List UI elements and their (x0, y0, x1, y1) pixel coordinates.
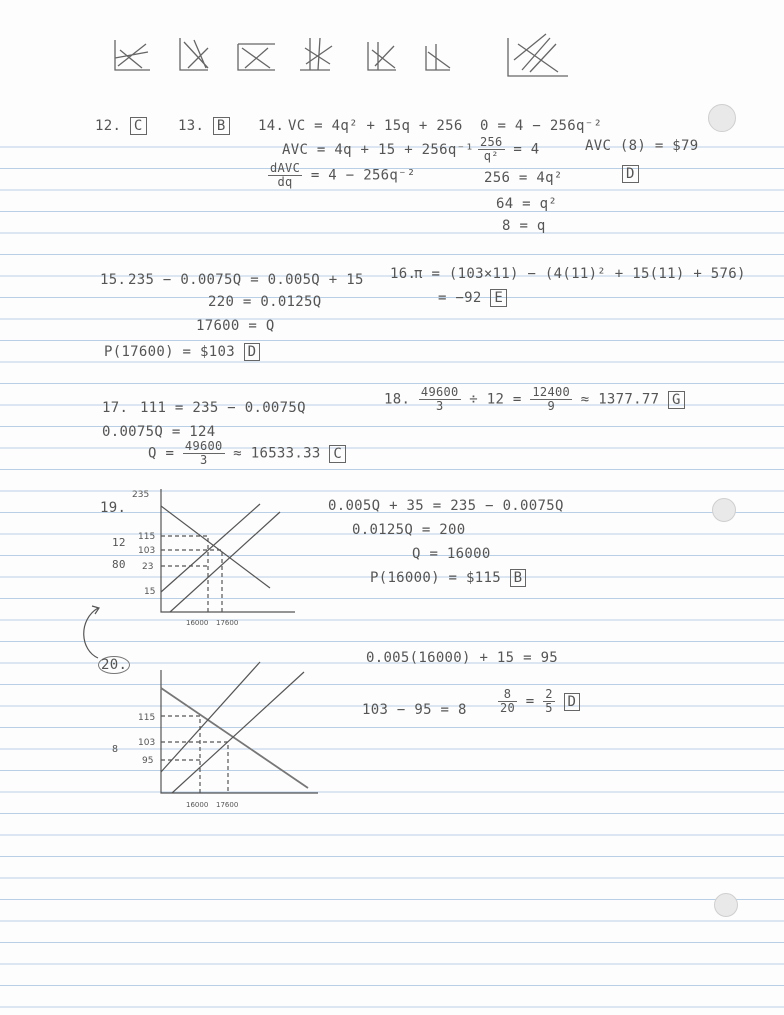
problem-20-number: 20. (98, 656, 130, 674)
answer-box: D (564, 693, 581, 711)
problem-17-line2: 0.0075Q = 124 (102, 424, 216, 440)
y-label: 15 (144, 587, 156, 597)
x-label: 17600 (216, 801, 239, 809)
problem-14-right4: 64 = q² (496, 196, 558, 212)
problem-14-right1: 0 = 4 − 256q⁻² (480, 118, 603, 134)
problem-15-line3: 17600 = Q (196, 318, 275, 334)
avc-result: AVC (8) = $79 (585, 138, 699, 154)
answer-box: E (490, 289, 507, 307)
problem-16-line1: π = (103×11) − (4(11)² + 15(11) + 576) (414, 266, 746, 282)
y-axis (161, 489, 295, 612)
fraction: $\frac{\text{dAVC}}{dq}$ (270, 161, 301, 189)
supply-line-2 (172, 672, 304, 793)
problem-15-line4: P(17600) = $103 D (104, 344, 260, 360)
problem-14-right5: 8 = q (502, 218, 546, 234)
problem-12 (95, 118, 147, 134)
problem-17-number: 17. (102, 400, 129, 416)
side-note-1: 12 (112, 536, 126, 549)
answer-box: D (622, 165, 639, 183)
problem-15-line1: 235 − 0.0075Q = 0.005Q + 15 (128, 272, 364, 288)
problem-number: 13. (178, 118, 205, 134)
y-label: 103 (138, 738, 156, 748)
fraction: $\frac{8}{20}$ (500, 687, 516, 715)
y-label: 115 (138, 532, 156, 542)
problem-19-line4: P(16000) = $115 B (370, 570, 526, 586)
supply-demand-graph-19 (130, 484, 300, 634)
problem-13 (178, 118, 230, 134)
fraction: $\frac{49600}{3}$ (184, 439, 223, 467)
problem-18: 18. $\frac{49600}{3}$ ÷ 12 = $\frac{12400}{9}$ ≈ 1377.77 G (384, 386, 685, 413)
side-note: 8 (112, 744, 119, 755)
fraction: $\frac{2}{5}$ (545, 687, 553, 715)
problem-number: 12. (95, 118, 122, 134)
fraction: $\frac{256}{\text{q²}}$ (480, 135, 503, 163)
problem-14-line1: VC = 4q² + 15q + 256 (288, 118, 463, 134)
punch-hole (712, 498, 736, 522)
y-label: 115 (138, 713, 156, 723)
side-note-2: 80 (112, 558, 126, 571)
punch-hole (708, 104, 736, 132)
problem-number: 18. (384, 391, 411, 408)
problem-19-line2: 0.0125Q = 200 (352, 522, 466, 538)
tally-marks (110, 30, 580, 80)
arrow-annotation (78, 600, 108, 662)
demand-line (161, 688, 308, 788)
problem-14-line3: $\frac{\text{dAVC}}{dq}$ = 4 − 256q⁻² (270, 161, 416, 189)
y-label: 95 (142, 756, 154, 766)
svg-text:⊭ ⋉ ⋈ ⋉ ⋈ ⋉ ⋉: ⊭ ⋉ ⋈ ⋉ ⋈ ⋉ ⋉ (110, 30, 119, 31)
problem-19-line3: Q = 16000 (412, 546, 491, 562)
problem-15-number: 15. (100, 272, 127, 288)
problem-17-line1: 111 = 235 − 0.0075Q (140, 400, 306, 416)
problem-14-line2: AVC = 4q + 15 + 256q⁻¹ (282, 142, 475, 158)
problem-20-line2: 103 − 95 = 8 (362, 702, 467, 718)
answer-box: B (510, 569, 527, 587)
supply-demand-graph-20 (130, 660, 330, 810)
problem-20-line1: 0.005(16000) + 15 = 95 (366, 650, 559, 666)
problem-16-number: 16. (390, 266, 417, 282)
answer-box: C (130, 117, 147, 135)
problem-19-number: 19. (100, 500, 127, 516)
problem-17-line3: Q = $\frac{49600}{3}$ ≈ 16533.33 C (148, 440, 346, 467)
problem-15-line2: 220 = 0.0125Q (208, 294, 322, 310)
answer-box: D (244, 343, 261, 361)
problem-14-right3: 256 = 4q² (484, 170, 563, 186)
answer-box: G (668, 391, 685, 409)
fraction: $\frac{12400}{9}$ (532, 385, 571, 413)
problem-14-number: 14. (258, 118, 285, 134)
problem-19-line1: 0.005Q + 35 = 235 − 0.0075Q (328, 498, 564, 514)
guide-lines (161, 536, 222, 612)
demand-line (161, 506, 270, 588)
punch-hole (714, 893, 738, 917)
y-label: 23 (142, 562, 154, 572)
fraction: $\frac{49600}{3}$ (420, 385, 459, 413)
y-label: 235 (132, 490, 150, 500)
y-label: 103 (138, 546, 156, 556)
problem-20-fraction: $\frac{8}{20}$ = $\frac{2}{5}$ D (498, 688, 580, 715)
supply-line-1 (161, 662, 260, 772)
problem-14-right2: $\frac{256}{\text{q²}}$ = 4 (480, 135, 540, 163)
x-label: 16000 (186, 801, 209, 809)
supply-line-2 (170, 512, 280, 612)
answer-box: B (213, 117, 230, 135)
answer-box: C (329, 445, 346, 463)
x-label: 17600 (216, 619, 239, 627)
x-label: 16000 (186, 619, 209, 627)
problem-16-line2: = −92 E (438, 290, 507, 306)
